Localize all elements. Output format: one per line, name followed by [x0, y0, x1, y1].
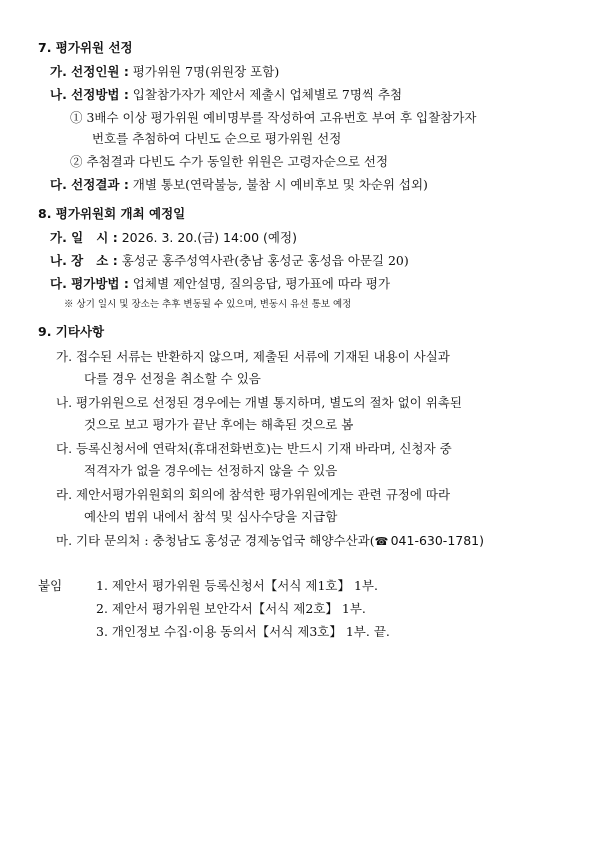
attachment-item-2: 2. 제안서 평가위원 보안각서【서식 제2호】 1부. — [96, 601, 366, 616]
section-9-heading: 9. 기타사항 — [38, 324, 105, 339]
s7-da-label: 다. 선정결과 : — [50, 177, 129, 192]
s8-ga-text: 2026. 3. 20.(금) 14:00 (예정) — [117, 230, 297, 245]
s9-item-na-line2: 것으로 보고 평가가 끝난 후에는 해촉된 것으로 봄 — [84, 417, 354, 432]
s8-item-na — [50, 253, 409, 269]
s9-item-ma — [56, 533, 484, 550]
s8-na-text: 홍성군 홍주성역사관(충남 홍성군 홍성읍 아문길 20) — [117, 253, 409, 268]
s9-item-ra-line1: 라. 제안서평가위원회의 회의에 참석한 평가위원에게는 관련 규정에 따라 — [56, 487, 451, 502]
s9-item-na-line1: 나. 평가위원으로 선정된 경우에는 개별 통지하며, 별도의 절차 없이 위촉된 — [56, 395, 462, 410]
s7-ga-text: 평가위원 7명(위원장 포함) — [128, 64, 280, 79]
attachment-item-1: 1. 제안서 평가위원 등록신청서【서식 제1호】 1부. — [96, 578, 378, 593]
s8-na-label: 나. 장 소 : — [50, 253, 118, 268]
s8-da-label: 다. 평가방법 : — [50, 276, 129, 291]
s7-subitem-1-line1: ① 3배수 이상 평가위원 예비명부를 작성하여 고유번호 부여 후 입찰참가자 — [70, 110, 477, 125]
attachment-label: 붙임 — [38, 578, 63, 593]
s8-item-ga — [50, 230, 297, 246]
section-7-heading: 7. 평가위원 선정 — [38, 40, 133, 55]
s8-item-da — [50, 276, 390, 292]
s9-item-ga-line2: 다를 경우 선정을 취소할 수 있음 — [84, 371, 261, 386]
s7-item-na — [50, 87, 402, 103]
s7-subitem-2: ② 추첨결과 다빈도 수가 동일한 위원은 고령자순으로 선정 — [70, 154, 389, 169]
attachment-item-3: 3. 개인정보 수집·이용 동의서【서식 제3호】 1부. 끝. — [96, 624, 390, 639]
s8-da-text: 업체별 제안설명, 질의응답, 평가표에 따라 평가 — [128, 276, 391, 291]
section-8-heading: 8. 평가위원회 개최 예정일 — [38, 206, 186, 221]
s9-ma-phone: 041-630-1781) — [386, 533, 485, 548]
s9-item-da-line2: 적격자가 없을 경우에는 선정하지 않을 수 있음 — [84, 463, 338, 478]
s7-item-ga — [50, 64, 279, 80]
s7-na-text: 입찰참가자가 제안서 제출시 업체별로 7명씩 추첨 — [128, 87, 403, 102]
s8-note: ※ 상기 일시 및 장소는 추후 변동될 수 있으며, 변동시 유선 통보 예정 — [64, 299, 352, 310]
s9-item-da-line1: 다. 등록신청서에 연락처(휴대전화번호)는 반드시 기재 바라며, 신청자 중 — [56, 441, 452, 456]
s8-ga-label: 가. 일 시 : — [50, 230, 118, 245]
s9-item-ga-line1: 가. 접수된 서류는 반환하지 않으며, 제출된 서류에 기재된 내용이 사실과 — [56, 349, 450, 364]
s7-ga-label: 가. 선정인원 : — [50, 64, 129, 79]
s9-ma-text: 마. 기타 문의처 : 충청남도 홍성군 경제농업국 해양수산과( — [56, 533, 375, 548]
s7-item-da — [50, 177, 428, 193]
s7-da-text: 개별 통보(연락불능, 불참 시 예비후보 및 차순위 섭외) — [128, 177, 428, 192]
phone-icon: ☎ — [374, 535, 389, 548]
s7-na-label: 나. 선정방법 : — [50, 87, 129, 102]
s7-subitem-1-line2: 번호를 추첨하여 다빈도 순으로 평가위원 선정 — [92, 131, 342, 146]
s9-item-ra-line2: 예산의 범위 내에서 참석 및 심사수당을 지급함 — [84, 509, 338, 524]
